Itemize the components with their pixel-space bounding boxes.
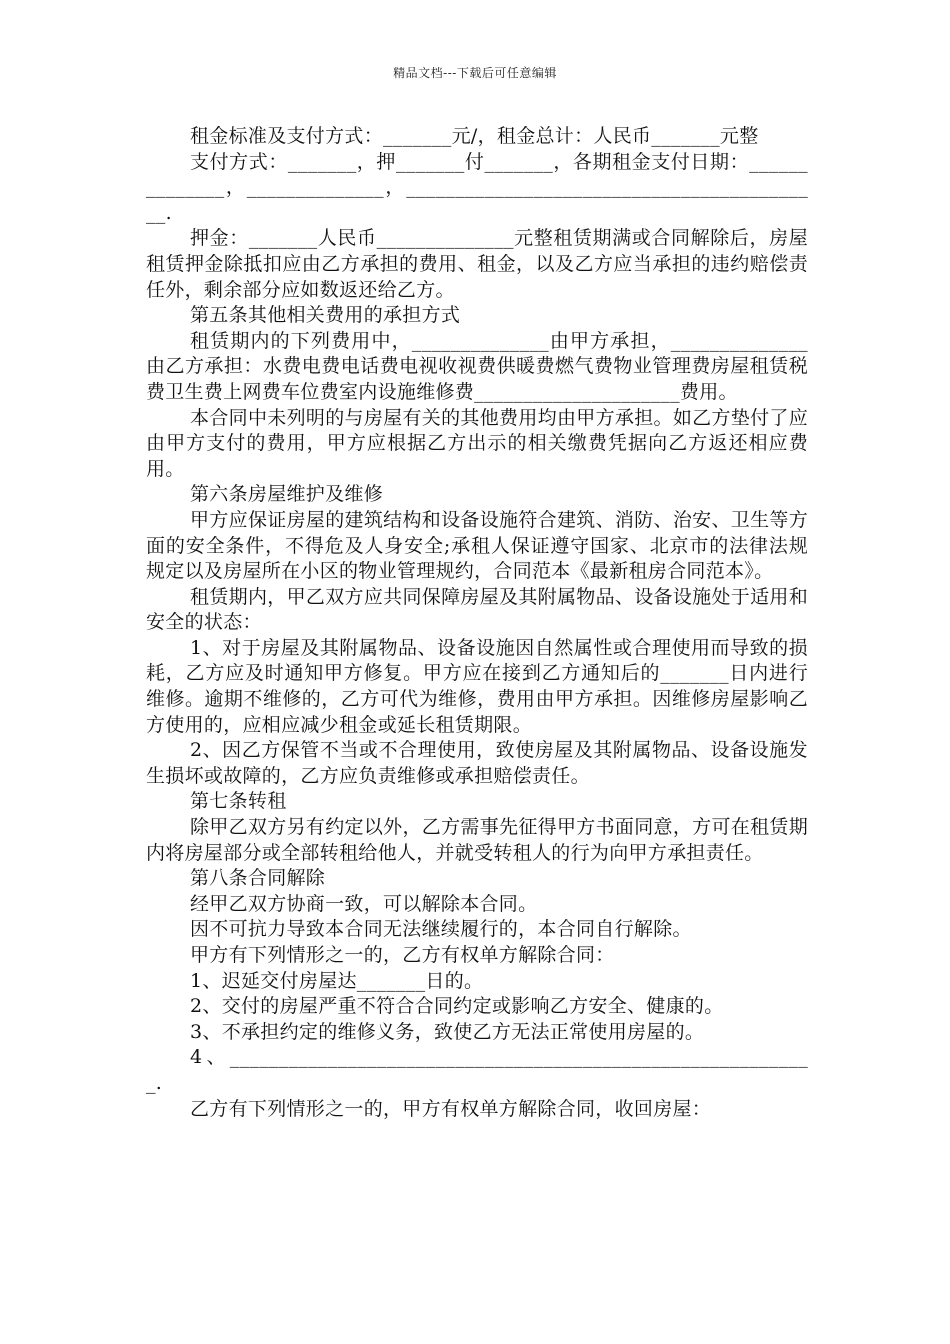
list-item-4: 4、____________________________________________________________. xyxy=(146,1046,808,1094)
paragraph-tenant-termination-rights: 甲方有下列情形之一的，乙方有权单方解除合同： xyxy=(190,944,615,966)
section-heading-article-7: 第七条转租 xyxy=(190,790,287,813)
paragraph-force-majeure: 因不可抗力导致本合同无法继续履行的，本合同自行解除。 xyxy=(190,918,692,941)
paragraph-fee-allocation: 租赁期内的下列费用中，______________由甲方承担，______________由乙方承担：水费电费电话费电视收视费供暖费燃气费物业管理费房屋租赁税费卫生费上网费车位费室内设施维修费_____________________费用。 xyxy=(146,329,808,403)
paragraph-repair-clause-2: 2、因乙方保管不当或不合理使用，致使房屋及其附属物品、设备设施发生损坏或故障的，乙方应负责维修或承担赔偿责任。 xyxy=(146,739,808,787)
paragraph-mutual-termination: 经甲乙双方协商一致，可以解除本合同。 xyxy=(190,892,538,915)
paragraph-payment-method: 支付方式：_______，押_______付_______，各期租金支付日期：______________，______________，___________________________________________. xyxy=(146,150,808,224)
paragraph-joint-maintenance: 租赁期内，甲乙双方应共同保障房屋及其附属物品、设备设施处于适用和安全的状态： xyxy=(146,585,808,634)
section-heading-article-8: 第八条合同解除 xyxy=(190,867,326,890)
section-heading-article-5: 第五条其他相关费用的承担方式 xyxy=(190,304,461,327)
list-item-2: 2、交付的房屋严重不符合合同约定或影响乙方安全、健康的。 xyxy=(190,995,724,1018)
paragraph-deposit: 押金：_______人民币______________元整租赁期满或合同解除后，房屋租赁押金除抵扣应由乙方承担的费用、租金，以及乙方应当承担的违约赔偿责任外，剩余部分应如数返还给乙方。 xyxy=(146,227,808,301)
paragraph-landlord-guarantee: 甲方应保证房屋的建筑结构和设备设施符合建筑、消防、治安、卫生等方面的安全条件，不得危及人身安全;承租人保证遵守国家、北京市的法律法规规定以及房屋所在小区的物业管理规约，合同范本《最新租房合同范本》。 xyxy=(146,508,808,583)
list-item-3: 3、不承担约定的维修义务，致使乙方无法正常使用房屋的。 xyxy=(190,1020,705,1043)
paragraph-rent-standard: 租金标准及支付方式：_______元/，租金总计：人民币_______元整 xyxy=(190,125,759,147)
list-item-1: 1、迟延交付房屋达_______日的。 xyxy=(190,969,484,992)
page-header: 精品文档---下载后可任意编辑 xyxy=(393,66,557,80)
section-heading-article-6: 第六条房屋维护及维修 xyxy=(190,483,384,506)
paragraph-landlord-termination-rights: 乙方有下列情形之一的，甲方有权单方解除合同，收回房屋： xyxy=(190,1097,712,1120)
document-body xyxy=(146,124,808,1122)
paragraph-other-fees: 本合同中未列明的与房屋有关的其他费用均由甲方承担。如乙方垫付了应由甲方支付的费用，甲方应根据乙方出示的相关缴费凭据向乙方返还相应费用。 xyxy=(146,406,808,480)
paragraph-repair-clause-1: 1、对于房屋及其附属物品、设备设施因自然属性或合理使用而导致的损耗，乙方应及时通知甲方修复。甲方应在接到乙方通知后的_______日内进行维修。逾期不维修的，乙方可代为维修，费用由甲方承担。因维修房屋影响乙方使用的，应相应减少租金或延长租赁期限。 xyxy=(146,636,808,736)
paragraph-sublease: 除甲乙双方另有约定以外，乙方需事先征得甲方书面同意，方可在租赁期内将房屋部分或全部转租给他人，并就受转租人的行为向甲方承担责任。 xyxy=(146,816,808,864)
